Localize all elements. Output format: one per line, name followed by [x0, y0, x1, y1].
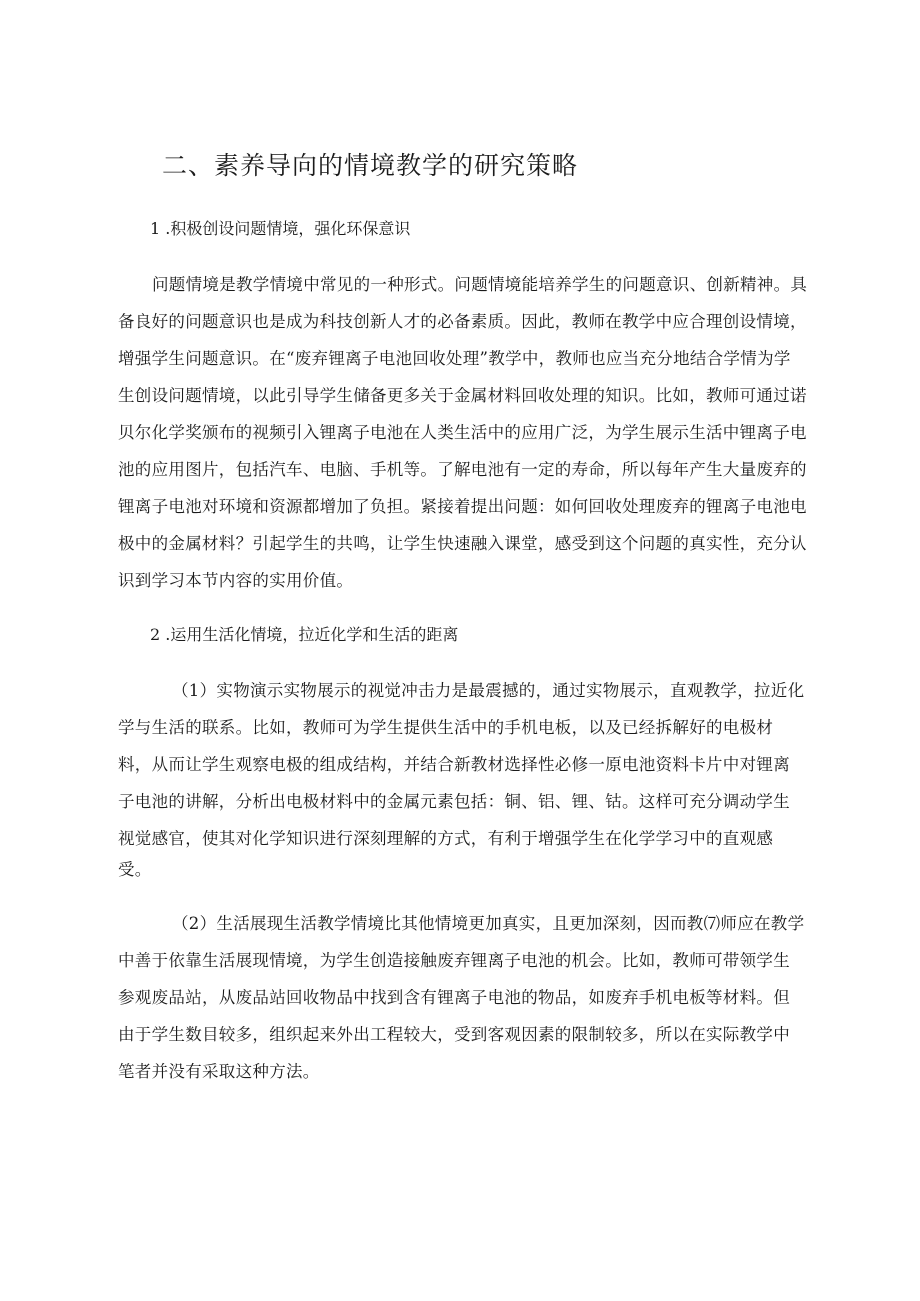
paragraph-line: 中善于依靠生活展现情境，为学生创造接触废弃锂离子电池的机会。比如，教师可带领学生 [118, 951, 790, 970]
paragraph-line: 贝尔化学奖颁布的视频引入锂离子电池在人类生活中的应用广泛，为学生展示生活中锂离子电 [118, 423, 807, 442]
subheading-1: 1 .积极创设问题情境，强化环保意识 [150, 219, 411, 238]
paragraph-line: 备良好的问题意识也是成为科技创新人才的必备素质。因此，教师在教学中应合理创设情境， [118, 312, 807, 331]
paragraph-line: 受。 [118, 860, 152, 879]
paragraph-line: 视觉感官，使其对化学知识进行深刻理解的方式，有利于增强学生在化学学习中的直观感 [118, 829, 774, 848]
subheading-2: 2 .运用生活化情境，拉近化学和生活的距离 [150, 625, 459, 644]
paragraph-line: 增强学生问题意识。在“废弃锂离子电池回收处理”教学中，教师也应当充分地结合学情为学 [118, 349, 791, 368]
paragraph-line: 生创设问题情境，以此引导学生储备更多关于金属材料回收处理的知识。比如，教师可通过诺 [118, 386, 807, 405]
paragraph-line: （2）生活展现生活教学情境比其他情境更加真实，且更加深刻，因而教⑺师应在教学 [172, 914, 805, 933]
paragraph-line: 料，从而让学生观察电极的组成结构，并结合新教材选择性必修一原电池资料卡片中对锂离 [118, 755, 790, 774]
paragraph-line: 由于学生数目较多，组织起来外出工程较大，受到客观因素的限制较多，所以在实际教学中 [118, 1025, 790, 1044]
paragraph-line: （1）实物演示实物展示的视觉冲击力是最震撼的，通过实物展示，直观教学，拉近化 [172, 681, 805, 700]
paragraph-line: 极中的金属材料？引起学生的共鸣，让学生快速融入课堂，感受到这个问题的真实性，充分认 [118, 534, 807, 553]
paragraph-line: 笔者并没有采取这种方法。 [118, 1062, 320, 1081]
paragraph-line: 锂离子电池对环境和资源都增加了负担。紧接着提出问题：如何回收处理废弃的锂离子电池电 [118, 497, 807, 516]
section-title: 二、素养导向的情境教学的研究策略 [162, 151, 579, 180]
paragraph-line: 参观废品站，从废品站回收物品中找到含有锂离子电池的物品，如废弃手机电板等材料。但 [118, 988, 790, 1007]
paragraph-line: 学与生活的联系。比如，教师可为学生提供生活中的手机电板，以及已经拆解好的电极材 [118, 718, 774, 737]
paragraph-line: 识到学习本节内容的实用价值。 [118, 571, 354, 590]
paragraph-line: 池的应用图片，包括汽车、电脑、手机等。了解电池有一定的寿命，所以每年产生大量废弃的 [118, 460, 807, 479]
paragraph-line: 问题情境是教学情境中常见的一种形式。问题情境能培养学生的问题意识、创新精神。具 [152, 275, 808, 294]
paragraph-line: 子电池的讲解，分析出电极材料中的金属元素包括：铜、铝、锂、钴。这样可充分调动学生 [118, 792, 790, 811]
